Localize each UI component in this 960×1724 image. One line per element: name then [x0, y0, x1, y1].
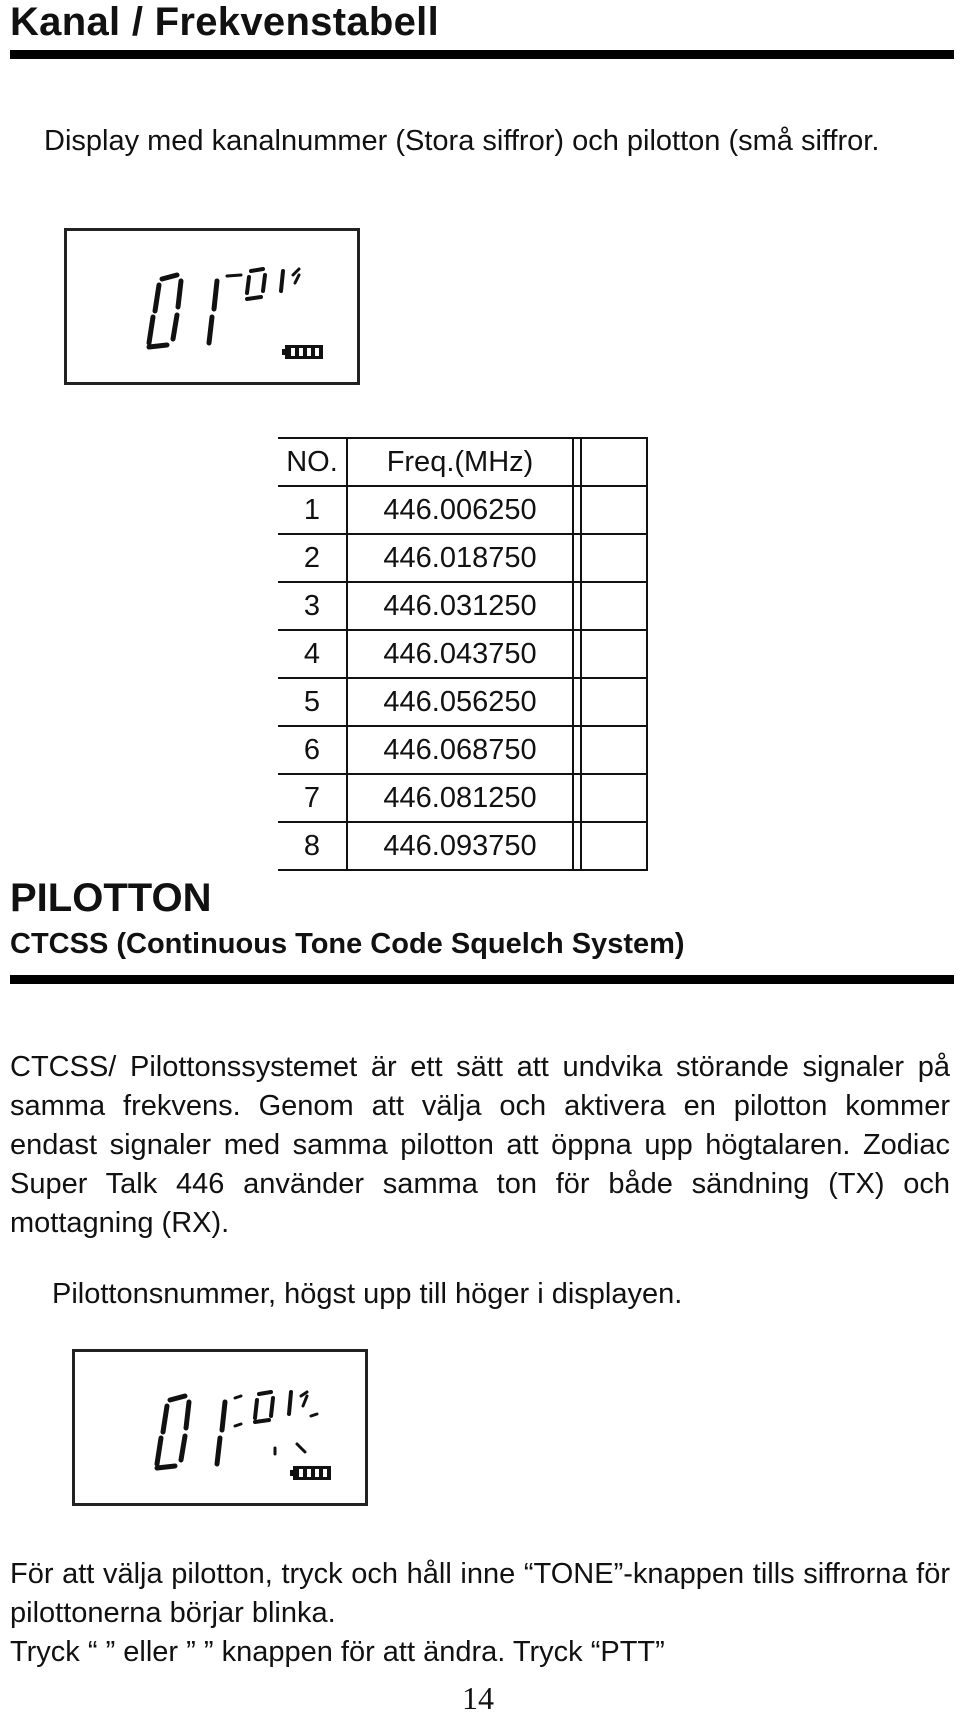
empty-cell	[581, 726, 647, 774]
empty-cell	[573, 774, 581, 822]
row-no: 1	[278, 486, 347, 534]
title-divider	[10, 50, 954, 59]
empty-cell	[573, 822, 581, 870]
lcd-display-channel	[64, 228, 360, 385]
row-no: 8	[278, 822, 347, 870]
table-row	[278, 582, 647, 630]
lcd-display-pilot	[72, 1349, 368, 1506]
header-no: NO.	[278, 438, 347, 486]
empty-cell	[573, 726, 581, 774]
section-divider	[10, 975, 954, 984]
section-subheading: CTCSS (Continuous Tone Code Squelch System)	[10, 928, 685, 960]
intro-text: Display med kanalnummer (Stora siffror) och pilotton (små siffror.	[44, 125, 880, 157]
table-row	[278, 822, 647, 870]
page-number: 14	[462, 1680, 494, 1716]
lcd-digits-graphic	[75, 1352, 365, 1503]
empty-cell	[581, 486, 647, 534]
empty-cell	[573, 534, 581, 582]
empty-cell	[573, 678, 581, 726]
row-freq: 446.093750	[347, 822, 573, 870]
empty-cell	[581, 822, 647, 870]
empty-cell	[581, 774, 647, 822]
row-no: 5	[278, 678, 347, 726]
empty-cell	[573, 486, 581, 534]
battery-icon	[282, 345, 323, 359]
row-freq: 446.056250	[347, 678, 573, 726]
row-freq: 446.043750	[347, 630, 573, 678]
header-freq: Freq.(MHz)	[347, 438, 573, 486]
row-no: 2	[278, 534, 347, 582]
table-row	[278, 774, 647, 822]
lcd-digits-graphic	[67, 231, 357, 382]
row-no: 7	[278, 774, 347, 822]
battery-icon	[290, 1466, 331, 1480]
empty-cell	[581, 582, 647, 630]
row-no: 6	[278, 726, 347, 774]
empty-cell	[573, 630, 581, 678]
display-caption: Pilottonsnummer, högst upp till höger i displayen.	[52, 1278, 683, 1310]
table-row	[278, 678, 647, 726]
row-freq: 446.068750	[347, 726, 573, 774]
empty-cell	[581, 678, 647, 726]
page-title: Kanal / Frekvenstabell	[10, 0, 440, 44]
empty-cell	[581, 630, 647, 678]
table-row	[278, 726, 647, 774]
empty-cell	[581, 534, 647, 582]
instructions-paragraph-2: Tryck “ ” eller ” ” knappen för att ändra. Tryck “PTT”	[10, 1636, 665, 1668]
row-freq: 446.031250	[347, 582, 573, 630]
row-no: 4	[278, 630, 347, 678]
ctcss-description: CTCSS/ Pilottonssystemet är ett sätt att undvika störande signaler på samma frekvens. Genom att välja och aktivera en pilotton kommer endast signaler med samma pilotton att öppna upp högtalaren. Zodiac Super Talk 446 använder samma ton för både sändning (TX) och mottagning (RX).	[10, 1051, 950, 1239]
row-freq: 446.006250	[347, 486, 573, 534]
frequency-table	[278, 437, 648, 871]
table-row	[278, 534, 647, 582]
row-freq: 446.081250	[347, 774, 573, 822]
table-row	[278, 630, 647, 678]
section-heading: PILOTTON	[10, 876, 212, 920]
empty-cell	[581, 438, 647, 486]
empty-cell	[573, 582, 581, 630]
instructions-paragraph: För att välja pilotton, tryck och håll inne “TONE”-knappen tills siffrorna för pilottonerna börjar blinka.	[10, 1558, 950, 1629]
table-header-row	[278, 438, 647, 486]
table-row	[278, 486, 647, 534]
empty-cell	[573, 438, 581, 486]
intro-paragraph	[10, 120, 940, 162]
row-no: 3	[278, 582, 347, 630]
row-freq: 446.018750	[347, 534, 573, 582]
